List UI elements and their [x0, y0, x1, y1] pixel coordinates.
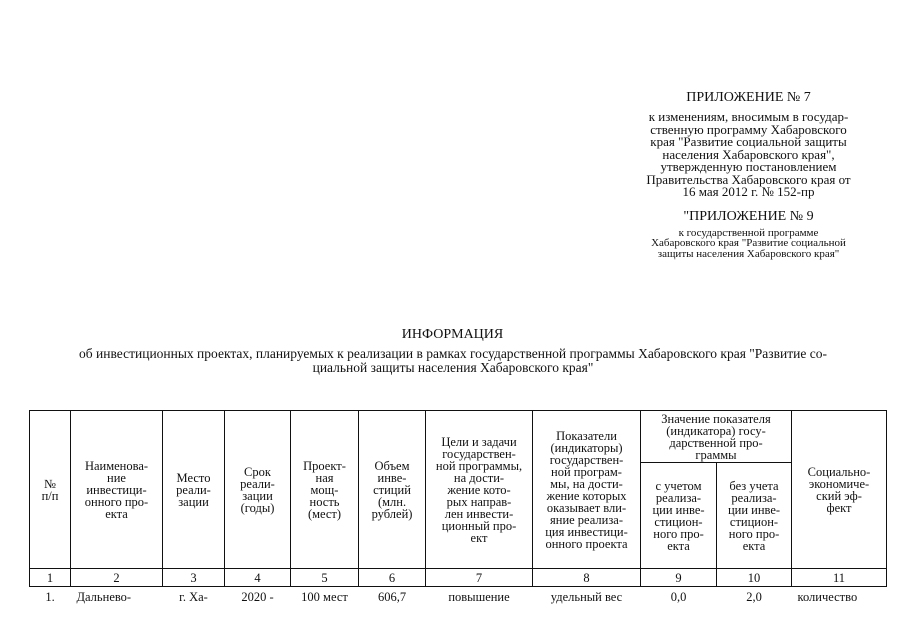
appendix7-line: Правительства Хабаровского края от — [646, 171, 851, 187]
header-without-project — [717, 463, 792, 569]
header-line: ние — [107, 470, 126, 485]
appendix9-title: "ПРИЛОЖЕНИЕ № 9 — [683, 208, 814, 224]
header-line: (мест) — [307, 506, 342, 521]
header-line: екта — [105, 506, 128, 521]
header-line: на дости- — [453, 470, 505, 485]
header-effect — [792, 411, 887, 569]
info-subtitle-line: циальной защиты населения Хабаровского края" — [312, 360, 594, 375]
header-text — [535, 430, 638, 550]
header-line: рублей) — [371, 506, 413, 521]
header-line: ект — [470, 530, 488, 545]
header-text — [643, 480, 714, 552]
header-line: Проект- — [303, 458, 346, 473]
header-line: государствен- — [442, 446, 516, 461]
header-project-name — [71, 411, 163, 569]
header-line: Цели и задачи — [441, 434, 517, 449]
header-line: мы, на дости- — [550, 476, 623, 491]
header-text — [32, 478, 68, 502]
table-row — [30, 587, 887, 614]
column-number: 10 — [717, 569, 792, 587]
cell-capacity: 100 мест — [301, 590, 348, 604]
cell-with-project: 0,0 — [670, 590, 687, 604]
column-number: 11 — [792, 569, 887, 587]
header-line: реализа- — [655, 490, 702, 505]
header-line: ционный про- — [441, 518, 517, 533]
info-subtitle — [28, 347, 878, 375]
header-line: екта — [667, 538, 690, 553]
appendix7-line: края "Развитие социальной защиты — [650, 134, 847, 149]
appendix7-body — [626, 111, 871, 199]
header-line: жение которых — [546, 488, 627, 503]
header-line: ский эф- — [816, 488, 862, 503]
column-number: 8 — [533, 569, 641, 587]
cell-num: 1. — [45, 590, 55, 604]
header-line: ная — [315, 470, 334, 485]
header-line: стицион- — [654, 514, 703, 529]
appendix7-line: ственную программу Хабаровского — [650, 121, 847, 137]
header-place — [163, 411, 225, 569]
header-line: Объем — [374, 458, 410, 473]
header-line: стиций — [373, 482, 411, 497]
header-line: (млн. — [377, 494, 407, 509]
header-line: екта — [742, 538, 766, 553]
header-text — [73, 460, 160, 520]
header-indicators — [533, 411, 641, 569]
header-text — [719, 480, 789, 552]
header-line: без учета — [729, 478, 779, 493]
header-text — [643, 413, 789, 461]
header-text — [293, 460, 356, 520]
header-line: ции инве- — [727, 502, 781, 517]
header-line: стицион- — [729, 514, 779, 529]
header-line: инвестици- — [86, 482, 147, 497]
header-line: реали- — [240, 476, 275, 491]
cell-place: г. Ха- — [179, 590, 208, 604]
header-line: Значение показателя — [661, 411, 771, 426]
info-title: ИНФОРМАЦИЯ — [401, 327, 504, 342]
header-line: мощ- — [310, 482, 339, 497]
cell-term: 2020 - — [241, 590, 274, 604]
header-line: Наименова- — [84, 458, 149, 473]
header-line: ной программы, — [435, 458, 523, 473]
investment-table — [29, 410, 887, 613]
header-line: № — [44, 476, 56, 491]
header-line: (индикаторы) — [550, 440, 623, 455]
appendix-block — [626, 89, 871, 259]
appendix7-line: 16 мая 2012 г. № 152-пр — [682, 184, 815, 199]
appendix7-line: утвержденную постановлением — [660, 159, 837, 174]
header-line: государствен- — [549, 452, 624, 467]
cell-without-project: 2,0 — [746, 590, 762, 604]
header-line: реализа- — [731, 490, 777, 505]
header-line: яние реализа- — [550, 512, 623, 527]
appendix9-line: защиты населения Хабаровского края" — [657, 247, 840, 260]
header-text — [361, 460, 423, 520]
column-number: 2 — [71, 569, 163, 587]
header-line: граммы — [695, 447, 737, 462]
cell-project-name: Дальнево- — [76, 590, 132, 604]
header-line: онного про- — [84, 494, 149, 509]
header-text — [428, 436, 530, 544]
appendix7-title: ПРИЛОЖЕНИЕ № 7 — [686, 90, 811, 105]
header-line: ность — [309, 494, 340, 509]
header-line: Показатели — [556, 428, 617, 443]
column-number: 6 — [359, 569, 426, 587]
header-line: дарственной про- — [669, 435, 763, 450]
header-term — [225, 411, 291, 569]
header-line: (годы) — [240, 500, 275, 515]
header-line: онного проекта — [545, 536, 628, 551]
header-line: Социально- — [807, 464, 871, 479]
header-line: зации — [178, 494, 209, 509]
column-number: 7 — [426, 569, 533, 587]
header-goals — [426, 411, 533, 569]
header-line: зации — [242, 488, 273, 503]
header-capacity — [291, 411, 359, 569]
cell-indicators: удельный вес — [550, 590, 623, 604]
header-text — [794, 466, 884, 514]
header-num — [30, 411, 71, 569]
header-line: экономиче- — [808, 476, 870, 491]
column-number: 9 — [641, 569, 717, 587]
header-line: оказывает вли- — [546, 500, 627, 515]
header-line: ного про- — [653, 526, 704, 541]
header-line: с учетом — [655, 478, 702, 493]
cell-goals: повышение — [448, 590, 510, 604]
header-line: инве- — [377, 470, 407, 485]
header-line: реали- — [176, 482, 211, 497]
appendix9-line: Хабаровского края "Развитие социальной — [651, 237, 846, 249]
column-number: 5 — [291, 569, 359, 587]
info-subtitle-line: об инвестиционных проектах, планируемых к реализации в рамках государственной программы Хабаровского края "Развитие со- — [79, 346, 827, 361]
appendix9-line: к государственной программе — [678, 226, 819, 239]
appendix7-line: к изменениям, вносимым в государ- — [648, 109, 849, 124]
appendix9-body — [626, 228, 871, 260]
cell-effect: количество — [797, 590, 858, 604]
header-line: рых направ- — [446, 494, 512, 509]
header-indicator-value — [641, 411, 792, 463]
header-text — [165, 472, 222, 508]
header-line: (индикатора) госу- — [666, 423, 766, 438]
column-numbers-row — [30, 569, 887, 587]
header-line: лен инвести- — [444, 506, 514, 521]
header-line: фект — [826, 500, 852, 515]
header-line: ного про- — [728, 526, 780, 541]
column-number: 4 — [225, 569, 291, 587]
header-line: п/п — [41, 488, 59, 503]
header-text — [227, 466, 288, 514]
header-with-project — [641, 463, 717, 569]
cell-volume: 606,7 — [377, 590, 407, 604]
header-line: Место — [176, 470, 211, 485]
header-volume — [359, 411, 426, 569]
column-number: 3 — [163, 569, 225, 587]
header-line: ции инве- — [652, 502, 705, 517]
column-number: 1 — [30, 569, 71, 587]
header-line: ной програм- — [551, 464, 622, 479]
header-line: ция инвестици- — [545, 524, 628, 539]
header-line: жение кото- — [447, 482, 511, 497]
appendix7-line: населения Хабаровского края", — [662, 146, 835, 162]
header-line: Срок — [244, 464, 271, 479]
